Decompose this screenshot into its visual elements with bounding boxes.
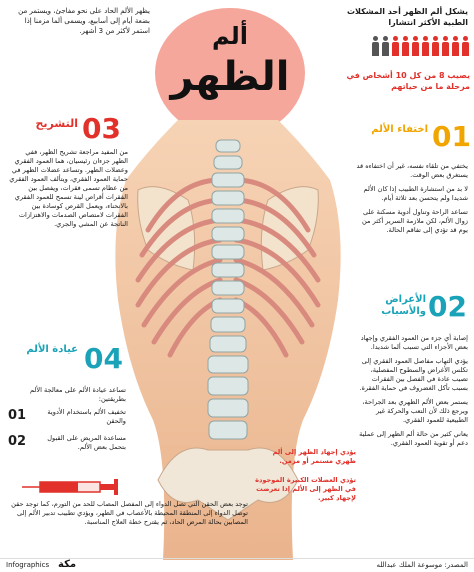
syringe-icon <box>20 476 130 498</box>
section-02-list <box>354 334 468 453</box>
section-02-item: يؤدي التهاب مفاصل العمود الفقري إلى تكلس الأغراض والسطوح المفصلية، تصيب عادة في الفصل بين الفقرات بسبب تأكل الغضروف في حماية الفقرة. <box>359 357 468 392</box>
section-04-number: 04 <box>84 342 123 375</box>
section-03-title: التشريح <box>35 117 78 130</box>
person-icon <box>461 36 470 56</box>
section-04-item-number: 01 <box>8 408 27 423</box>
section-01-item: تساعد الراحة وتناول أدوية مسكنة على زوال الألم، لكن ملازمة السرير أكثر من يوم قد تؤدي إلى تفاقم الحالة. <box>361 208 468 234</box>
section-03-text: من المفيد مراجعة تشريح الظهر، ففي الظهر جزءان رئيسيان، هما العمود الفقري وعضلات الظهر. وتساعد عضلات الظهر في حماية العمود الفقري، ويتألف العمود الفقري من عظام تسمى فقرات، ويفصل بين الفقرات أقراص لينة تسمح للعمود الفقري بالانحناء، ويعمل القرص كوسادة بين الفقرات لامتصاص الصدمات والاهتزازات الناتجة عن المشي والجري. <box>9 148 128 228</box>
person-icon <box>421 36 430 56</box>
title-main: الظهر <box>170 54 290 100</box>
section-01-number: 01 <box>432 120 471 153</box>
injection-text: توجد بعض الحقن التي تصل الدواء إلى المفصل المصاب للحد من التورم، كما توجد حقن توصل الدواء إلى المنطقة المحيطة بالأعصاب في الظهر، ويؤدي تطبيب تدبير الألم إلى المصابين بحالة المرض الحاد، ثم يقترح خطة العلاج المناسبة. <box>11 500 248 526</box>
person-icon <box>401 36 410 56</box>
person-icon <box>431 36 440 56</box>
section-04-item-number: 02 <box>8 434 27 449</box>
section-03-number: 03 <box>82 112 121 145</box>
person-icon <box>371 36 380 56</box>
person-icon <box>451 36 460 56</box>
section-01-title: اختفاء الألم <box>371 124 428 135</box>
section-04-item-text: مساعدة المريض على القبول بتحمل بعض الألم. <box>47 434 126 451</box>
section-04-intro: تساعد عيادة الألم على معالجة الألم بطريقتين: <box>29 386 126 403</box>
vertebrae <box>208 140 248 439</box>
footer <box>0 558 474 572</box>
section-02-item: يستمر بعض الألم الظهري بعد الجراحة، ويرجع ذلك لأن التعب والحركة غير الطبيعية للعمود الفقري. <box>362 398 468 424</box>
person-icon <box>441 36 450 56</box>
people-icons <box>330 36 470 58</box>
prevalence-stat: يصيب 8 من كل 10 أشخاص في مرحلة ما من حياتهم <box>346 71 470 91</box>
person-icon <box>411 36 420 56</box>
footer-source: المصدر: موسوعة الملك عبدالله <box>376 561 468 569</box>
section-01-list <box>352 162 468 240</box>
section-02-item: إصابة أي جزء من العمود الفقري وإجهاد بعض الأجزاء التي تسبب ألما شديدا. <box>360 334 468 351</box>
callout-muscles: تؤدي العضلات الكبيرة الموجودة في الظهر إلى الألم إذا تعرضت لإجهاد كبير. <box>255 476 356 502</box>
person-icon <box>391 36 400 56</box>
section-01-item: يختفي من تلقاء نفسه، غير أن اختفاءه قد يستغرق بعض الوقت. <box>356 162 468 179</box>
footer-label: Infographics <box>6 561 50 569</box>
section-04-item-text: تخفيف الألم باستخدام الأدوية والحقن <box>47 408 126 425</box>
callout-strain: يؤدي إجهاد الظهر إلى ألم ظهري مستمر أو مزمن. <box>272 448 356 465</box>
section-01-item: لا بد من استشارة الطبيب إذا كان الألم شديدا ولم يتحسن بعد ثلاثة أيام. <box>363 185 468 202</box>
section-02-title: الأعراض والأسباب <box>381 294 426 317</box>
prevalence-heading: يشكل ألم الظهر أحد المشكلات الطبية الأكثر انتشارا <box>346 7 468 27</box>
section-02-item: يعاني كثير من حالة ألم الظهر إلى عملية دعم أو تقوية العمود الفقري. <box>359 430 468 447</box>
person-icon <box>381 36 390 56</box>
section-04-title: عيادة الألم <box>26 344 78 355</box>
acute-pain-note: يظهر الألم الحاد على نحو مفاجئ، ويستمر من بضعة أيام إلى أسابيع، ويسمى ألما مزمنا إذا استمر لأكثر من 3 أشهر. <box>18 7 150 35</box>
section-02-number: 02 <box>428 290 467 323</box>
title-sub: ألم <box>211 22 249 50</box>
footer-brand: مكة <box>58 559 77 570</box>
